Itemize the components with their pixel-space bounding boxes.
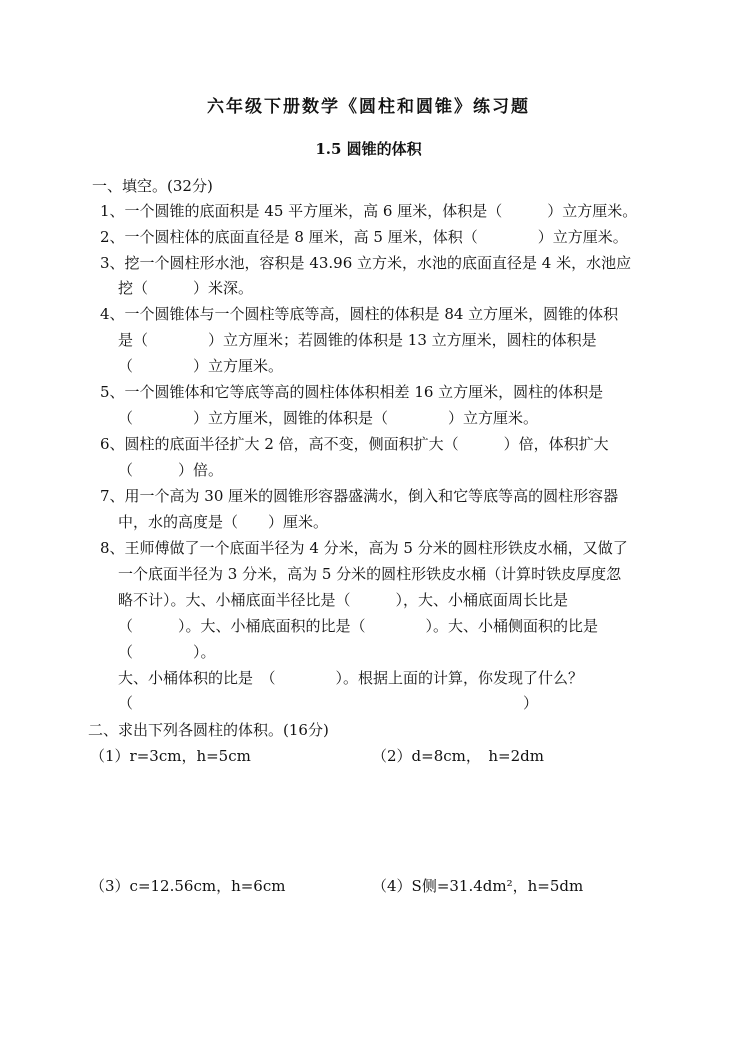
question-line: 略不计）。大、小桶底面半径比是（ ），大、小桶底面周长比是: [118, 591, 569, 609]
problem-4: （4）S侧=31.4dm²，h=5dm: [372, 877, 584, 895]
question-line: 4、一个圆锥体与一个圆柱等底等高，圆柱的体积是 84 立方厘米，圆锥的体积: [100, 305, 619, 323]
question-line: 1、一个圆锥的底面积是 45 平方厘米，高 6 厘米，体积是（ ）立方厘米。: [100, 202, 638, 220]
question-line: 一个底面半径为 3 分米，高为 5 分米的圆柱形铁皮水桶（计算时铁皮厚度忽: [118, 565, 622, 583]
problem-2: （2）d=8cm， h=2dm: [372, 747, 544, 765]
question-line: （ ）。大、小桶底面积的比是（ ）。大、小桶侧面积的比是: [118, 617, 599, 635]
section-heading-fill-in: 一、填空。(32分): [92, 177, 213, 195]
question-line: 挖（ ）米深。: [118, 279, 254, 297]
document-title: 六年级下册数学《圆柱和圆锥》练习题: [207, 97, 530, 117]
document-subtitle: 1.5 圆锥的体积: [315, 140, 422, 158]
question-line: 3、挖一个圆柱形水池，容积是 43.96 立方米，水池的底面直径是 4 米，水池应: [100, 254, 632, 272]
question-line: 中，水的高度是（ ）厘米。: [118, 513, 329, 531]
answer-blank-line: （ ）: [118, 694, 539, 712]
question-line: （ ）立方厘米，圆锥的体积是（ ）立方厘米。: [118, 409, 539, 427]
question-line: 大、小桶体积的比是 （ ）。根据上面的计算，你发现了什么？: [118, 669, 584, 687]
question-line: 是（ ）立方厘米；若圆锥的体积是 13 立方厘米，圆柱的体积是: [118, 331, 597, 349]
problem-1: （1）r=3cm，h=5cm: [90, 747, 251, 765]
question-line: 6、圆柱的底面半径扩大 2 倍，高不变，侧面积扩大（ ）倍，体积扩大: [100, 435, 609, 453]
question-line: 2、一个圆柱体的底面直径是 8 厘米，高 5 厘米，体积（ ）立方厘米。: [100, 228, 628, 246]
question-line: （ ）。: [118, 643, 216, 661]
question-line: （ ）立方厘米。: [118, 357, 284, 375]
question-line: 8、王师傅做了一个底面半径为 4 分米，高为 5 分米的圆柱形铁皮水桶，又做了: [100, 539, 628, 557]
question-line: 7、用一个高为 30 厘米的圆锥形容器盛满水，倒入和它等底等高的圆柱形容器: [100, 487, 619, 505]
question-line: 5、一个圆锥体和它等底等高的圆柱体体积相差 16 立方厘米，圆柱的体积是: [100, 383, 604, 401]
section-heading-volume: 二、求出下列各圆柱的体积。(16分): [88, 721, 329, 739]
problem-3: （3）c=12.56cm，h=6cm: [90, 877, 286, 895]
question-line: （ ）倍。: [118, 461, 224, 479]
